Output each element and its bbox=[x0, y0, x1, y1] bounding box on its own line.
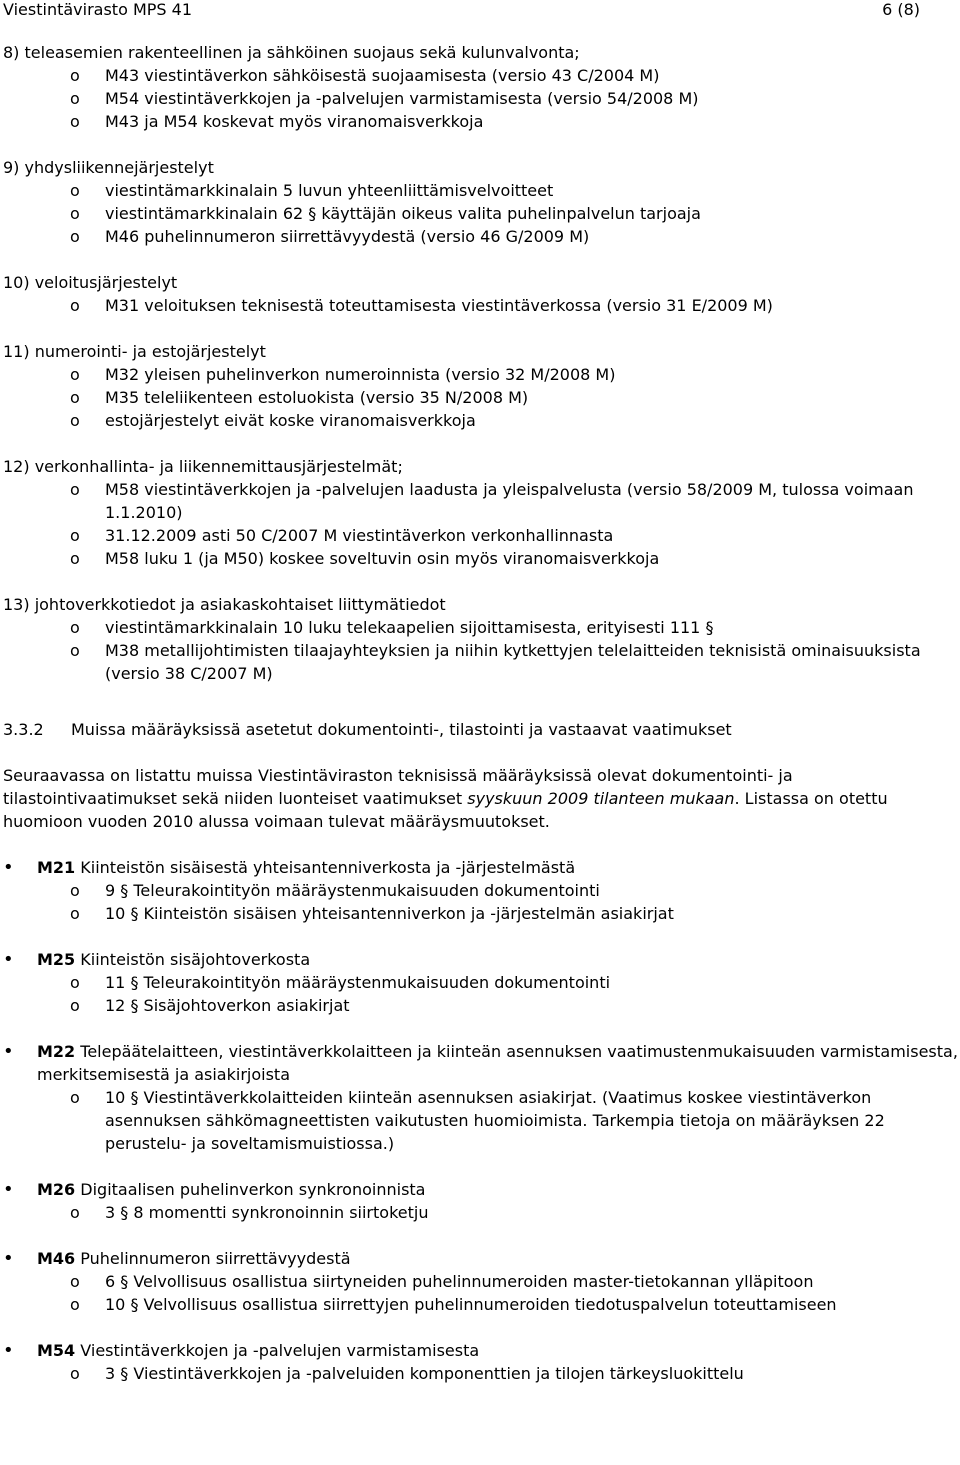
list-item-text: M32 yleisen puhelinverkon numeroinnista (versio 32 M/2008 M) bbox=[105, 365, 616, 384]
list-item-text: M35 teleliikenteen estoluokista (versio 35 N/2008 M) bbox=[105, 388, 529, 407]
list-item-text: viestintämarkkinalain 5 luvun yhteenliittämisvelvoitteet bbox=[105, 181, 554, 200]
regulation-bullet-list bbox=[3, 856, 958, 1385]
section-title: 10) veloitusjärjestelyt bbox=[3, 273, 178, 292]
list-marker: o bbox=[70, 204, 80, 223]
list-marker: o bbox=[70, 411, 80, 430]
list-marker: o bbox=[70, 641, 80, 660]
section-title: 13) johtoverkkotiedot ja asiakaskohtaiset liittymätiedot bbox=[3, 595, 446, 614]
section-title: 8) teleasemien rakenteellinen ja sähköinen suojaus sekä kulunvalvonta; bbox=[3, 43, 580, 62]
list-marker: o bbox=[70, 480, 80, 499]
regulation-code: M26 bbox=[37, 1180, 76, 1199]
list-item bbox=[3, 294, 958, 317]
regulation-subitem bbox=[3, 1201, 958, 1224]
regulation-name: Kiinteistön sisäisestä yhteisantenniverkosta ja -järjestelmästä bbox=[75, 858, 576, 877]
section-title: 9) yhdysliikennejärjestelyt bbox=[3, 158, 214, 177]
regulation-entry bbox=[3, 1040, 958, 1155]
bullet-marker: • bbox=[3, 857, 14, 878]
list-item-text: M38 metallijohtimisten tilaajayhteyksien ja niihin kytkettyjen telelaitteiden teknisistä ominaisuuksista (versio 38 C/2007 M) bbox=[105, 641, 921, 683]
list-item bbox=[3, 386, 958, 409]
regulation-title bbox=[3, 856, 958, 879]
regulation-subitem bbox=[3, 1293, 958, 1316]
regulation-subitem-text: 11 § Teleurakointityön määräystenmukaisuuden dokumentointi bbox=[105, 973, 611, 992]
list-item bbox=[3, 616, 958, 639]
regulation-code: M22 bbox=[37, 1042, 76, 1061]
list-marker: o bbox=[70, 112, 80, 131]
regulation-code: M25 bbox=[37, 950, 76, 969]
page-header bbox=[3, 0, 958, 40]
regulation-title bbox=[3, 1247, 958, 1270]
list-marker: o bbox=[70, 881, 80, 900]
section-heading-text: Muissa määräyksissä asetetut dokumentointi-, tilastointi ja vastaavat vaatimukset bbox=[71, 720, 732, 739]
list-marker: o bbox=[70, 1088, 80, 1107]
list-marker: o bbox=[70, 996, 80, 1015]
bullet-marker: • bbox=[3, 949, 14, 970]
regulation-title bbox=[3, 1178, 958, 1201]
regulation-entry bbox=[3, 1247, 958, 1316]
regulation-title bbox=[3, 1339, 958, 1362]
regulation-title bbox=[3, 1040, 958, 1086]
list-item bbox=[3, 87, 958, 110]
list-item-text: M43 ja M54 koskevat myös viranomaisverkkoja bbox=[105, 112, 484, 131]
list-marker: o bbox=[70, 904, 80, 923]
regulation-subitem-text: 12 § Sisäjohtoverkon asiakirjat bbox=[105, 996, 350, 1015]
list-item bbox=[3, 547, 958, 570]
list-marker: o bbox=[70, 89, 80, 108]
section-block bbox=[3, 156, 958, 248]
regulation-name: Puhelinnumeron siirrettävyydestä bbox=[75, 1249, 351, 1268]
list-item-text: M43 viestintäverkon sähköisestä suojaamisesta (versio 43 C/2004 M) bbox=[105, 66, 660, 85]
intro-text-1: Seuraavassa on listattu muissa Viestintäviraston teknisissä määräyksissä olevat dokumentointi- ja tilastointivaatimukset sekä niiden luonteiset vaatimukset bbox=[3, 766, 793, 808]
list-item bbox=[3, 363, 958, 386]
list-item-text: M46 puhelinnumeron siirrettävyydestä (versio 46 G/2009 M) bbox=[105, 227, 590, 246]
regulation-subitem bbox=[3, 1086, 958, 1155]
list-item bbox=[3, 202, 958, 225]
regulation-subitem-text: 10 § Kiinteistön sisäisen yhteisantenniverkon ja -järjestelmän asiakirjat bbox=[105, 904, 674, 923]
section-title: 11) numerointi- ja estojärjestelyt bbox=[3, 342, 266, 361]
list-item-text: 31.12.2009 asti 50 C/2007 M viestintäverkon verkonhallinnasta bbox=[105, 526, 614, 545]
regulation-name: Kiinteistön sisäjohtoverkosta bbox=[75, 950, 311, 969]
page-number: 6 (8) bbox=[882, 0, 920, 19]
list-marker: o bbox=[70, 526, 80, 545]
bullet-marker: • bbox=[3, 1248, 14, 1269]
list-item bbox=[3, 110, 958, 133]
bullet-marker: • bbox=[3, 1179, 14, 1200]
list-item bbox=[3, 64, 958, 87]
intro-text-2: . Listassa on otettu huomioon vuoden 2010 alussa voimaan tulevat määräysmuutokset. bbox=[3, 789, 888, 831]
list-marker: o bbox=[70, 1364, 80, 1383]
header-title: Viestintävirasto MPS 41 bbox=[3, 0, 192, 19]
intro-paragraph bbox=[3, 764, 958, 833]
regulation-subitem-text: 3 § 8 momentti synkronoinnin siirtoketju bbox=[105, 1203, 429, 1222]
intro-italic: syyskuun 2009 tilanteen mukaan bbox=[467, 789, 735, 808]
list-item-text: M54 viestintäverkkojen ja -palvelujen varmistamisesta (versio 54/2008 M) bbox=[105, 89, 699, 108]
regulation-subitem-text: 9 § Teleurakointityön määräystenmukaisuuden dokumentointi bbox=[105, 881, 600, 900]
list-marker: o bbox=[70, 1272, 80, 1291]
list-item bbox=[3, 478, 958, 524]
regulation-subitem-text: 10 § Viestintäverkkolaitteiden kiinteän asennuksen asiakirjat. (Vaatimus koskee viestintäverkon asennuksen sähkömagneettisten vaikutusten huomioimista. Tarkempia tietoja on määräyksen 22 perustelu- ja soveltamismuistiossa.) bbox=[105, 1088, 885, 1153]
list-marker: o bbox=[70, 1203, 80, 1222]
list-item-text: M31 veloituksen teknisestä toteuttamisesta viestintäverkossa (versio 31 E/2009 M) bbox=[105, 296, 773, 315]
section-heading bbox=[3, 718, 958, 741]
bullet-marker: • bbox=[3, 1340, 14, 1361]
regulation-entry bbox=[3, 948, 958, 1017]
regulation-subitem bbox=[3, 879, 958, 902]
section-block bbox=[3, 455, 958, 570]
list-item-text: viestintämarkkinalain 10 luku telekaapelien sijoittamisesta, erityisesti 111 § bbox=[105, 618, 714, 637]
list-marker: o bbox=[70, 973, 80, 992]
regulation-name: Telepäätelaitteen, viestintäverkkolaitteen ja kiinteän asennuksen vaatimustenmukaisuuden varmistamisesta, merkitsemisestä ja asiakirjoista bbox=[37, 1042, 958, 1084]
regulation-subitem-text: 10 § Velvollisuus osallistua siirrettyjen puhelinnumeroiden tiedotuspalvelun toteuttamiseen bbox=[105, 1295, 837, 1314]
list-marker: o bbox=[70, 365, 80, 384]
regulation-subitem-text: 3 § Viestintäverkkojen ja -palveluiden komponenttien ja tilojen tärkeysluokittelu bbox=[105, 1364, 744, 1383]
regulation-title bbox=[3, 948, 958, 971]
list-marker: o bbox=[70, 1295, 80, 1314]
section-number: 3.3.2 bbox=[3, 720, 44, 739]
list-item-text: M58 luku 1 (ja M50) koskee soveltuvin osin myös viranomaisverkkoja bbox=[105, 549, 660, 568]
regulation-code: M46 bbox=[37, 1249, 76, 1268]
regulation-code: M21 bbox=[37, 858, 76, 877]
list-marker: o bbox=[70, 227, 80, 246]
regulation-subitem bbox=[3, 994, 958, 1017]
section-block bbox=[3, 41, 958, 133]
regulation-entry bbox=[3, 856, 958, 925]
regulation-subitem bbox=[3, 1362, 958, 1385]
list-marker: o bbox=[70, 296, 80, 315]
list-marker: o bbox=[70, 549, 80, 568]
regulation-name: Digitaalisen puhelinverkon synkronoinnista bbox=[75, 1180, 426, 1199]
requirements-list bbox=[3, 41, 958, 685]
list-item bbox=[3, 179, 958, 202]
bullet-marker: • bbox=[3, 1041, 14, 1062]
regulation-name: Viestintäverkkojen ja -palvelujen varmistamisesta bbox=[75, 1341, 480, 1360]
list-marker: o bbox=[70, 181, 80, 200]
regulation-subitem bbox=[3, 971, 958, 994]
list-item bbox=[3, 225, 958, 248]
regulation-subitem-text: 6 § Velvollisuus osallistua siirtyneiden puhelinnumeroiden master-tietokannan ylläpitoon bbox=[105, 1272, 814, 1291]
list-marker: o bbox=[70, 66, 80, 85]
regulation-subitem bbox=[3, 1270, 958, 1293]
regulation-entry bbox=[3, 1339, 958, 1385]
document-page bbox=[3, 0, 958, 1385]
section-block bbox=[3, 593, 958, 685]
list-marker: o bbox=[70, 618, 80, 637]
regulation-subitem bbox=[3, 902, 958, 925]
list-item bbox=[3, 409, 958, 432]
list-item-text: viestintämarkkinalain 62 § käyttäjän oikeus valita puhelinpalvelun tarjoaja bbox=[105, 204, 701, 223]
list-marker: o bbox=[70, 388, 80, 407]
list-item bbox=[3, 524, 958, 547]
list-item bbox=[3, 639, 958, 685]
section-block bbox=[3, 340, 958, 432]
regulation-entry bbox=[3, 1178, 958, 1224]
section-title: 12) verkonhallinta- ja liikennemittausjärjestelmät; bbox=[3, 457, 403, 476]
section-block bbox=[3, 271, 958, 317]
list-item-text: estojärjestelyt eivät koske viranomaisverkkoja bbox=[105, 411, 476, 430]
regulation-code: M54 bbox=[37, 1341, 76, 1360]
list-item-text: M58 viestintäverkkojen ja -palvelujen laadusta ja yleispalvelusta (versio 58/2009 M, tulossa voimaan 1.1.2010) bbox=[105, 480, 914, 522]
